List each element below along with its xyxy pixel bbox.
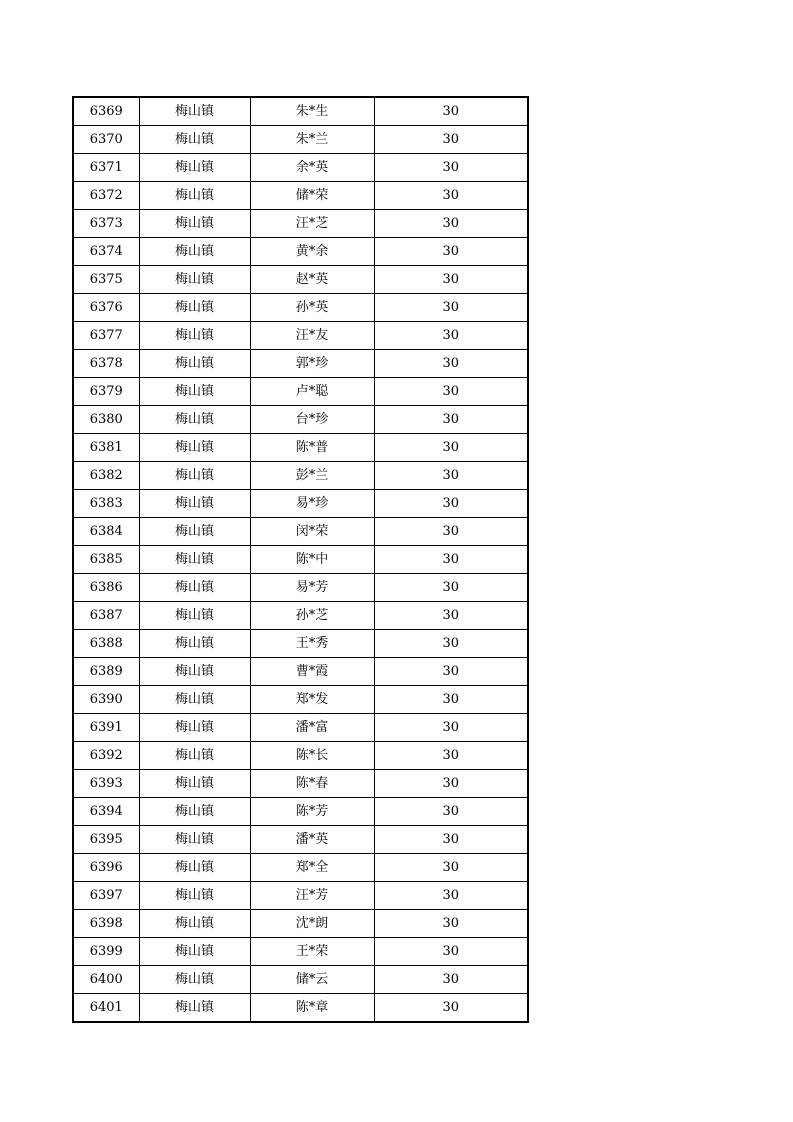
row-number-cell: 6387 <box>73 602 139 630</box>
amount-cell: 30 <box>374 126 528 154</box>
name-cell: 孙*英 <box>250 294 374 322</box>
amount-cell: 30 <box>374 910 528 938</box>
town-cell: 梅山镇 <box>139 238 250 266</box>
town-cell: 梅山镇 <box>139 266 250 294</box>
name-cell: 汪*友 <box>250 322 374 350</box>
amount-cell: 30 <box>374 882 528 910</box>
row-number-cell: 6381 <box>73 434 139 462</box>
name-cell: 陈*春 <box>250 770 374 798</box>
row-number-cell: 6376 <box>73 294 139 322</box>
name-cell: 陈*长 <box>250 742 374 770</box>
amount-cell: 30 <box>374 406 528 434</box>
row-number-cell: 6398 <box>73 910 139 938</box>
amount-cell: 30 <box>374 714 528 742</box>
name-cell: 陈*章 <box>250 994 374 1023</box>
row-number-cell: 6390 <box>73 686 139 714</box>
amount-cell: 30 <box>374 966 528 994</box>
row-number-cell: 6399 <box>73 938 139 966</box>
table-row <box>73 518 528 546</box>
row-number-cell: 6396 <box>73 854 139 882</box>
table-row <box>73 574 528 602</box>
name-cell: 余*英 <box>250 154 374 182</box>
town-cell: 梅山镇 <box>139 462 250 490</box>
row-number-cell: 6382 <box>73 462 139 490</box>
table-row <box>73 182 528 210</box>
row-number-cell: 6386 <box>73 574 139 602</box>
amount-cell: 30 <box>374 602 528 630</box>
name-cell: 陈*芳 <box>250 798 374 826</box>
name-cell: 赵*英 <box>250 266 374 294</box>
town-cell: 梅山镇 <box>139 126 250 154</box>
row-number-cell: 6372 <box>73 182 139 210</box>
name-cell: 王*秀 <box>250 630 374 658</box>
town-cell: 梅山镇 <box>139 826 250 854</box>
name-cell: 易*芳 <box>250 574 374 602</box>
row-number-cell: 6374 <box>73 238 139 266</box>
amount-cell: 30 <box>374 658 528 686</box>
name-cell: 储*荣 <box>250 182 374 210</box>
amount-cell: 30 <box>374 182 528 210</box>
name-cell: 朱*生 <box>250 97 374 126</box>
name-cell: 郑*全 <box>250 854 374 882</box>
name-cell: 沈*朗 <box>250 910 374 938</box>
amount-cell: 30 <box>374 434 528 462</box>
amount-cell: 30 <box>374 546 528 574</box>
table-row <box>73 266 528 294</box>
town-cell: 梅山镇 <box>139 490 250 518</box>
row-number-cell: 6380 <box>73 406 139 434</box>
amount-cell: 30 <box>374 210 528 238</box>
town-cell: 梅山镇 <box>139 630 250 658</box>
town-cell: 梅山镇 <box>139 798 250 826</box>
table-row <box>73 97 528 126</box>
name-cell: 陈*中 <box>250 546 374 574</box>
row-number-cell: 6384 <box>73 518 139 546</box>
table-row <box>73 714 528 742</box>
amount-cell: 30 <box>374 994 528 1023</box>
table-row <box>73 770 528 798</box>
amount-cell: 30 <box>374 378 528 406</box>
row-number-cell: 6395 <box>73 826 139 854</box>
row-number-cell: 6394 <box>73 798 139 826</box>
row-number-cell: 6371 <box>73 154 139 182</box>
table-row <box>73 322 528 350</box>
amount-cell: 30 <box>374 294 528 322</box>
table-row <box>73 546 528 574</box>
town-cell: 梅山镇 <box>139 994 250 1023</box>
table-row <box>73 686 528 714</box>
row-number-cell: 6391 <box>73 714 139 742</box>
row-number-cell: 6375 <box>73 266 139 294</box>
town-cell: 梅山镇 <box>139 350 250 378</box>
name-cell: 孙*芝 <box>250 602 374 630</box>
table-row <box>73 882 528 910</box>
amount-cell: 30 <box>374 518 528 546</box>
town-cell: 梅山镇 <box>139 97 250 126</box>
town-cell: 梅山镇 <box>139 546 250 574</box>
name-cell: 闵*荣 <box>250 518 374 546</box>
town-cell: 梅山镇 <box>139 602 250 630</box>
table-row <box>73 630 528 658</box>
town-cell: 梅山镇 <box>139 854 250 882</box>
table-row <box>73 154 528 182</box>
name-cell: 郑*发 <box>250 686 374 714</box>
name-cell: 王*荣 <box>250 938 374 966</box>
name-cell: 曹*霞 <box>250 658 374 686</box>
town-cell: 梅山镇 <box>139 434 250 462</box>
table-row <box>73 602 528 630</box>
amount-cell: 30 <box>374 630 528 658</box>
name-cell: 朱*兰 <box>250 126 374 154</box>
row-number-cell: 6379 <box>73 378 139 406</box>
town-cell: 梅山镇 <box>139 182 250 210</box>
town-cell: 梅山镇 <box>139 686 250 714</box>
table-row <box>73 378 528 406</box>
town-cell: 梅山镇 <box>139 406 250 434</box>
amount-cell: 30 <box>374 97 528 126</box>
amount-cell: 30 <box>374 938 528 966</box>
amount-cell: 30 <box>374 490 528 518</box>
row-number-cell: 6373 <box>73 210 139 238</box>
name-cell: 汪*芳 <box>250 882 374 910</box>
town-cell: 梅山镇 <box>139 910 250 938</box>
table-row <box>73 854 528 882</box>
table-row <box>73 126 528 154</box>
roster-table-body <box>73 97 528 1022</box>
town-cell: 梅山镇 <box>139 210 250 238</box>
town-cell: 梅山镇 <box>139 770 250 798</box>
town-cell: 梅山镇 <box>139 518 250 546</box>
name-cell: 台*珍 <box>250 406 374 434</box>
row-number-cell: 6383 <box>73 490 139 518</box>
row-number-cell: 6392 <box>73 742 139 770</box>
row-number-cell: 6377 <box>73 322 139 350</box>
town-cell: 梅山镇 <box>139 378 250 406</box>
amount-cell: 30 <box>374 322 528 350</box>
town-cell: 梅山镇 <box>139 742 250 770</box>
amount-cell: 30 <box>374 742 528 770</box>
name-cell: 潘*富 <box>250 714 374 742</box>
name-cell: 汪*芝 <box>250 210 374 238</box>
name-cell: 易*珍 <box>250 490 374 518</box>
table-row <box>73 434 528 462</box>
town-cell: 梅山镇 <box>139 294 250 322</box>
name-cell: 陈*普 <box>250 434 374 462</box>
table-row <box>73 826 528 854</box>
town-cell: 梅山镇 <box>139 154 250 182</box>
row-number-cell: 6378 <box>73 350 139 378</box>
table-row <box>73 462 528 490</box>
name-cell: 黄*余 <box>250 238 374 266</box>
table-row <box>73 294 528 322</box>
table-row <box>73 938 528 966</box>
name-cell: 潘*英 <box>250 826 374 854</box>
row-number-cell: 6393 <box>73 770 139 798</box>
town-cell: 梅山镇 <box>139 658 250 686</box>
table-row <box>73 406 528 434</box>
amount-cell: 30 <box>374 266 528 294</box>
town-cell: 梅山镇 <box>139 714 250 742</box>
row-number-cell: 6388 <box>73 630 139 658</box>
row-number-cell: 6400 <box>73 966 139 994</box>
row-number-cell: 6397 <box>73 882 139 910</box>
amount-cell: 30 <box>374 462 528 490</box>
name-cell: 郭*珍 <box>250 350 374 378</box>
amount-cell: 30 <box>374 854 528 882</box>
table-row <box>73 910 528 938</box>
table-row <box>73 798 528 826</box>
town-cell: 梅山镇 <box>139 882 250 910</box>
table-row <box>73 994 528 1023</box>
row-number-cell: 6389 <box>73 658 139 686</box>
roster-table <box>72 96 529 1023</box>
name-cell: 储*云 <box>250 966 374 994</box>
table-row <box>73 742 528 770</box>
town-cell: 梅山镇 <box>139 966 250 994</box>
town-cell: 梅山镇 <box>139 574 250 602</box>
town-cell: 梅山镇 <box>139 938 250 966</box>
name-cell: 彭*兰 <box>250 462 374 490</box>
row-number-cell: 6370 <box>73 126 139 154</box>
amount-cell: 30 <box>374 238 528 266</box>
table-row <box>73 238 528 266</box>
row-number-cell: 6401 <box>73 994 139 1023</box>
amount-cell: 30 <box>374 826 528 854</box>
amount-cell: 30 <box>374 154 528 182</box>
table-row <box>73 350 528 378</box>
amount-cell: 30 <box>374 686 528 714</box>
row-number-cell: 6369 <box>73 97 139 126</box>
table-row <box>73 210 528 238</box>
amount-cell: 30 <box>374 574 528 602</box>
town-cell: 梅山镇 <box>139 322 250 350</box>
name-cell: 卢*聪 <box>250 378 374 406</box>
table-row <box>73 490 528 518</box>
amount-cell: 30 <box>374 350 528 378</box>
table-row <box>73 966 528 994</box>
amount-cell: 30 <box>374 770 528 798</box>
row-number-cell: 6385 <box>73 546 139 574</box>
amount-cell: 30 <box>374 798 528 826</box>
table-row <box>73 658 528 686</box>
